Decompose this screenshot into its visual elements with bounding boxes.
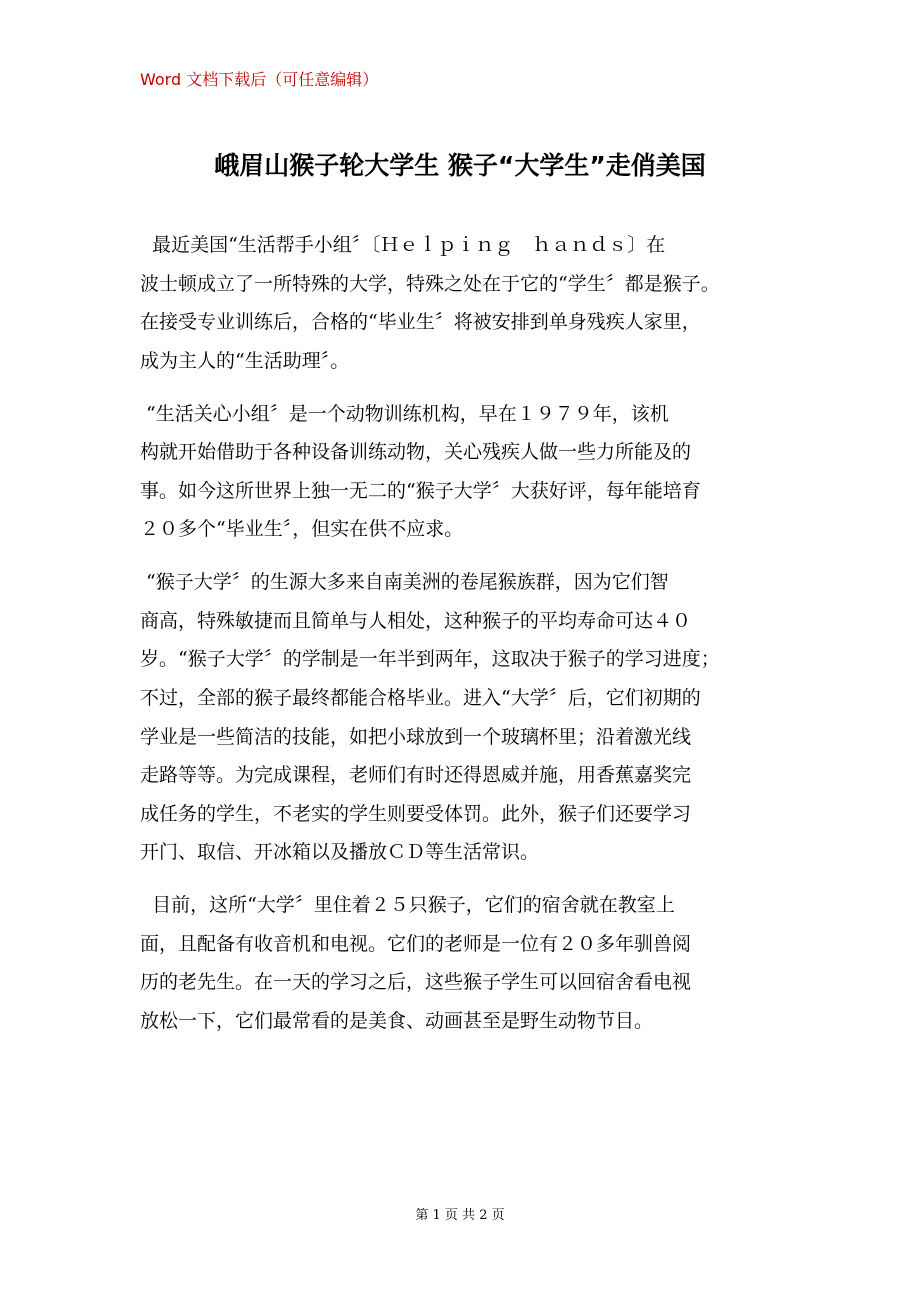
article-body xyxy=(140,226,800,1040)
page-title: 峨眉山猴子轮大学生 猴子“大学生”走俏美国 xyxy=(214,151,706,180)
text-line: 在接受专业训练后，合格的“毕业生〞将被安排到单身残疾人家里， xyxy=(140,311,701,334)
paragraph-2 xyxy=(140,395,800,549)
paragraph-1 xyxy=(140,226,800,380)
text-line: 不过，全部的猴子最终都能合格毕业。进入“大学〞后，它们初期的 xyxy=(140,686,701,709)
text-line: 成为主人的“生活助理〞。 xyxy=(140,349,350,372)
text-line: 成任务的学生，不老实的学生则要受体罚。此外，猴子们还要学习 xyxy=(140,802,692,825)
text-line: 学业是一些简洁的技能，如把小球放到一个玻璃杯里；沿着激光线 xyxy=(140,725,692,748)
text-line: 目前，这所“大学〞里住着２５只猴子，它们的宿舍就在教室上 xyxy=(140,894,675,917)
text-line: 历的老先生。在一天的学习之后，这些猴子学生可以回宿舍看电视 xyxy=(140,971,692,994)
text-line: 最近美国“生活帮手小组〞〔Ｈｅｌｐｉｎｇ ｈａｎｄｓ〕在 xyxy=(140,234,666,256)
text-line: 构就开始借助于各种设备训练动物，关心残疾人做一些力所能及的 xyxy=(140,441,692,464)
text-line: 事。如今这所世界上独一无二的“猴子大学〞大获好评，每年能培育 xyxy=(140,479,701,502)
text-line: 开门、取信、开冰箱以及播放ＣＤ等生活常识。 xyxy=(140,841,540,864)
text-line: “生活关心小组〞是一个动物训练机构，早在１９７９年，该机 xyxy=(140,402,669,425)
text-line: 商高，特殊敏捷而且简单与人相处，这种猴子的平均寿命可达４０ xyxy=(140,609,692,632)
text-line: 面，且配备有收音机和电视。它们的老师是一位有２０多年驯兽阅 xyxy=(140,932,692,955)
text-line: 放松一下，它们最常看的是美食、动画甚至是野生动物节目。 xyxy=(140,1009,654,1032)
text-line: 走路等等。为完成课程，老师们有时还得恩威并施，用香蕉嘉奖完 xyxy=(140,764,692,787)
text-line: 波士顿成立了一所特殊的大学，特殊之处在于它的“学生〞都是猴子。 xyxy=(140,272,720,295)
page-number-footer: 第 1 页 共 2 页 xyxy=(415,1208,505,1223)
paragraph-3 xyxy=(140,563,800,872)
text-line: 岁。“猴子大学〞的学制是一年半到两年，这取决于猴子的学习进度； xyxy=(140,648,720,671)
text-line: ２０多个“毕业生〞，但实在供不应求。 xyxy=(140,518,464,541)
paragraph-4 xyxy=(140,886,800,1040)
download-header: Word 文档下载后（可任意编辑） xyxy=(140,70,379,89)
text-line: “猴子大学〞的生源大多来自南美洲的卷尾猴族群，因为它们智 xyxy=(140,571,669,594)
